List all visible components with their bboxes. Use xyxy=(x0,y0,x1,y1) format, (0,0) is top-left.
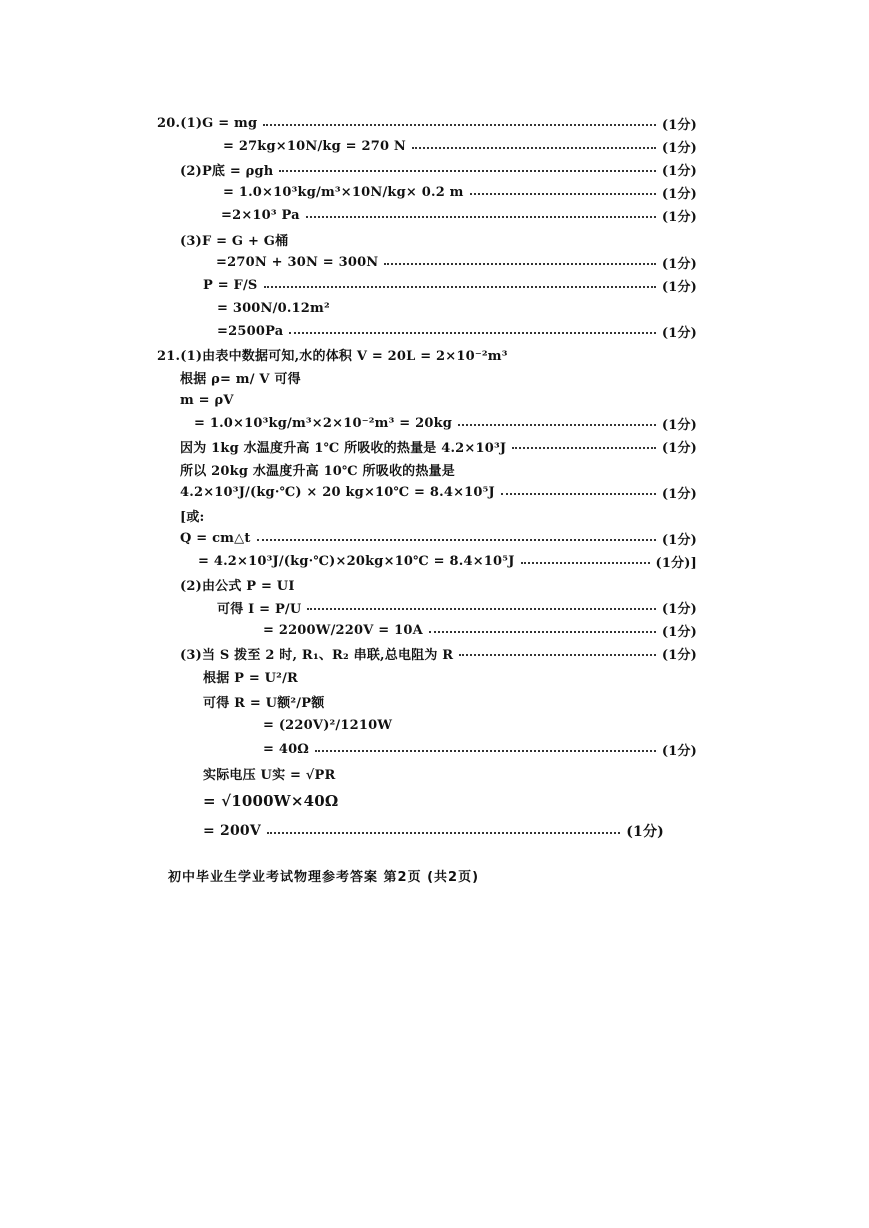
dot-leader xyxy=(429,631,656,633)
page-footer: 初中毕业生学业考试物理参考答案 第2页 (共2页) xyxy=(168,870,480,885)
score-mark: (1分) xyxy=(661,325,697,341)
answer-text: (3)F = G + G桶 xyxy=(180,233,289,249)
answer-text: 21.(1)由表中数据可知,水的体积 V = 20L = 2×10⁻²m³ xyxy=(157,348,508,364)
answer-text: =270N + 30N = 300N xyxy=(216,254,379,270)
dot-leader xyxy=(263,124,656,126)
answer-line xyxy=(157,112,697,134)
dot-leader xyxy=(458,424,656,426)
answer-line xyxy=(180,389,234,411)
score-mark: (1分)] xyxy=(655,555,697,571)
score-mark: (1分) xyxy=(661,279,697,295)
answer-text: 4.2×10³J/(kg·℃) × 20 kg×10℃ = 8.4×10⁵J xyxy=(180,484,495,500)
answer-line xyxy=(157,343,508,365)
answer-line xyxy=(263,619,697,641)
score-mark: (1分) xyxy=(661,486,697,502)
answer-text: [或: xyxy=(180,509,205,525)
answer-line xyxy=(203,665,298,687)
dot-leader xyxy=(470,193,656,195)
score-mark: (1分) xyxy=(661,647,697,663)
answer-text: 因为 1kg 水温度升高 1℃ 所吸收的热量是 4.2×10³J xyxy=(180,440,507,456)
answer-text: = 300N/0.12m² xyxy=(217,300,330,316)
answer-text: = 2200W/220V = 10A xyxy=(263,622,423,638)
answer-text: 实际电压 U实 = √PR xyxy=(203,767,336,783)
answer-line xyxy=(203,820,664,842)
answer-line xyxy=(180,504,205,526)
score-mark: (1分) xyxy=(661,440,697,456)
answer-text: 根据 P = U²/R xyxy=(203,670,299,686)
dot-leader xyxy=(267,832,620,834)
score-mark: (1分) xyxy=(661,163,697,179)
answer-text: = 27kg×10N/kg = 270 N xyxy=(223,138,407,154)
score-mark: (1分) xyxy=(661,209,697,225)
answer-line xyxy=(180,527,697,549)
answer-text: = 1.0×10³kg/m³×2×10⁻²m³ = 20kg xyxy=(194,415,453,431)
score-mark: (1分) xyxy=(661,601,697,617)
answer-line xyxy=(180,642,697,664)
answer-line xyxy=(203,690,324,712)
dot-leader xyxy=(279,170,655,172)
answer-text: = 40Ω xyxy=(263,741,310,757)
answer-text: 可得 R = U额²/P额 xyxy=(203,695,325,711)
answer-text: P = F/S xyxy=(203,277,258,293)
answer-line xyxy=(217,596,697,618)
answer-line xyxy=(180,573,295,595)
answer-text: 20.(1)G = mg xyxy=(157,115,258,131)
answer-text: 可得 I = P/U xyxy=(217,601,302,617)
dot-leader xyxy=(521,562,650,564)
answer-line xyxy=(198,550,697,572)
answer-line xyxy=(217,320,697,342)
answer-line xyxy=(203,274,697,296)
answer-text: = 4.2×10³J/(kg·℃)×20kg×10℃ = 8.4×10⁵J xyxy=(198,553,515,569)
dot-leader xyxy=(264,286,656,288)
answer-line xyxy=(223,135,697,157)
dot-leader xyxy=(306,216,656,218)
answer-text: = (220V)²/1210W xyxy=(263,717,393,733)
answer-text: 根据 ρ= m/ V 可得 xyxy=(180,371,301,387)
answer-line xyxy=(203,762,336,784)
answer-line xyxy=(263,714,392,736)
dot-leader xyxy=(459,654,656,656)
answer-line xyxy=(223,181,697,203)
dot-leader xyxy=(501,493,656,495)
answer-text: Q = cm△t xyxy=(180,530,251,546)
score-mark: (1分) xyxy=(661,417,697,433)
answer-line xyxy=(217,297,330,319)
dot-leader xyxy=(307,608,655,610)
answer-text: =2×10³ Pa xyxy=(221,207,300,223)
answer-line xyxy=(203,790,338,812)
answer-line xyxy=(216,251,697,273)
answer-text: 所以 20kg 水温度升高 10℃ 所吸收的热量是 xyxy=(180,463,455,479)
dot-leader xyxy=(315,750,656,752)
answer-text: =2500Pa xyxy=(217,323,284,339)
answer-text: m = ρV xyxy=(180,392,234,408)
dot-leader xyxy=(257,539,656,541)
score-mark: (1分) xyxy=(661,743,697,759)
answer-text: (2)P底 = ρgh xyxy=(180,163,274,179)
answer-text: = √1000W×40Ω xyxy=(203,792,339,810)
answer-text: (2)由公式 P = UI xyxy=(180,578,295,594)
score-mark: (1分) xyxy=(661,532,697,548)
score-mark: (1分) xyxy=(661,117,697,133)
answer-line xyxy=(180,228,288,250)
score-mark: (1分) xyxy=(661,256,697,272)
score-mark: (1分) xyxy=(661,186,697,202)
answer-line xyxy=(194,412,697,434)
dot-leader xyxy=(412,147,656,149)
answer-line xyxy=(180,366,301,388)
answer-line xyxy=(180,458,455,480)
answer-line xyxy=(180,158,697,180)
score-mark: (1分) xyxy=(661,624,697,640)
dot-leader xyxy=(512,447,656,449)
answer-text: (3)当 S 拨至 2 时, R₁、R₂ 串联,总电阻为 R xyxy=(180,647,454,663)
score-mark: (1分) xyxy=(626,824,664,840)
answer-text: = 200V xyxy=(203,823,261,839)
answer-line xyxy=(221,204,697,226)
answer-line xyxy=(263,738,697,760)
answer-text: = 1.0×10³kg/m³×10N/kg× 0.2 m xyxy=(223,184,464,200)
dot-leader xyxy=(289,332,656,334)
score-mark: (1分) xyxy=(661,140,697,156)
answer-line xyxy=(180,481,697,503)
dot-leader xyxy=(384,263,655,265)
answer-line xyxy=(180,435,697,457)
